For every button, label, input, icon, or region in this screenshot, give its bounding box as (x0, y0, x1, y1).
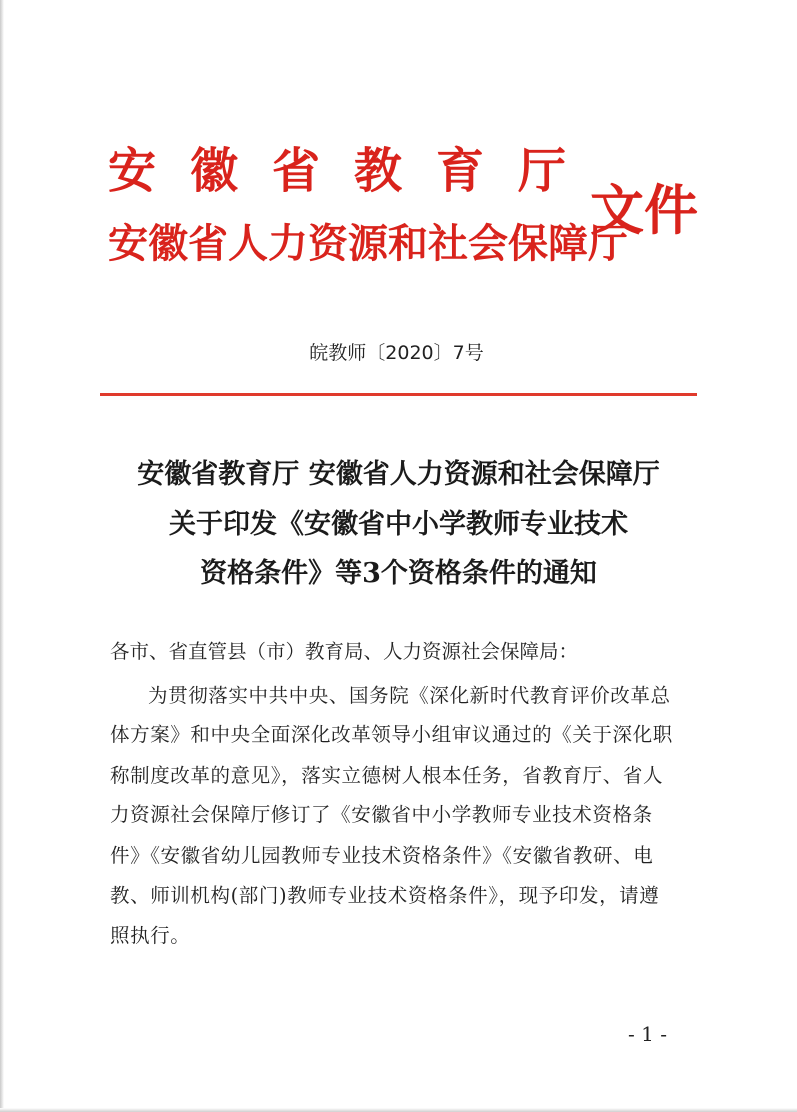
title-line-3: 资格条件》等3个资格条件的通知 (200, 558, 597, 589)
paragraph-line: 体方案》和中央全面深化改革领导小组审议通过的《关于深化职 (110, 723, 673, 746)
paragraph-line: 为贯彻落实中共中央、国务院《深化新时代教育评价改革总 (148, 684, 671, 707)
issuer-education-department: 安徽省教育厅 (108, 143, 601, 199)
page-number: - 1 - (628, 1022, 667, 1046)
document-number: 皖教师〔2020〕7号 (309, 342, 484, 364)
paragraph-line: 力资源社会保障厅修订了《安徽省中小学教师专业技术资格条 (110, 803, 653, 826)
scan-edge-bottom (0, 1108, 797, 1112)
paragraph-line: 件》《安徽省幼儿园教师专业技术资格条件》《安徽省教研、电 (110, 844, 654, 867)
paragraph-line: 照执行。 (110, 924, 191, 947)
red-divider-rule (100, 393, 697, 396)
paragraph-line: 称制度改革的意见》，落实立德树人根本任务，省教育厅、省人 (110, 764, 664, 787)
document-type-label: 文件 (590, 178, 698, 242)
paragraph-line: 教、师训机构(部门)教师专业技术资格条件》，现予印发，请遵 (110, 884, 660, 907)
issuer-human-resources-department: 安徽省人力资源和社会保障厅 (108, 220, 628, 267)
title-line-2: 关于印发《安徽省中小学教师专业技术 (169, 509, 628, 540)
title-line-1: 安徽省教育厅 安徽省人力资源和社会保障厅 (137, 459, 660, 490)
salutation: 各市、省直管县（市）教育局、人力资源社会保障局： (110, 640, 579, 663)
